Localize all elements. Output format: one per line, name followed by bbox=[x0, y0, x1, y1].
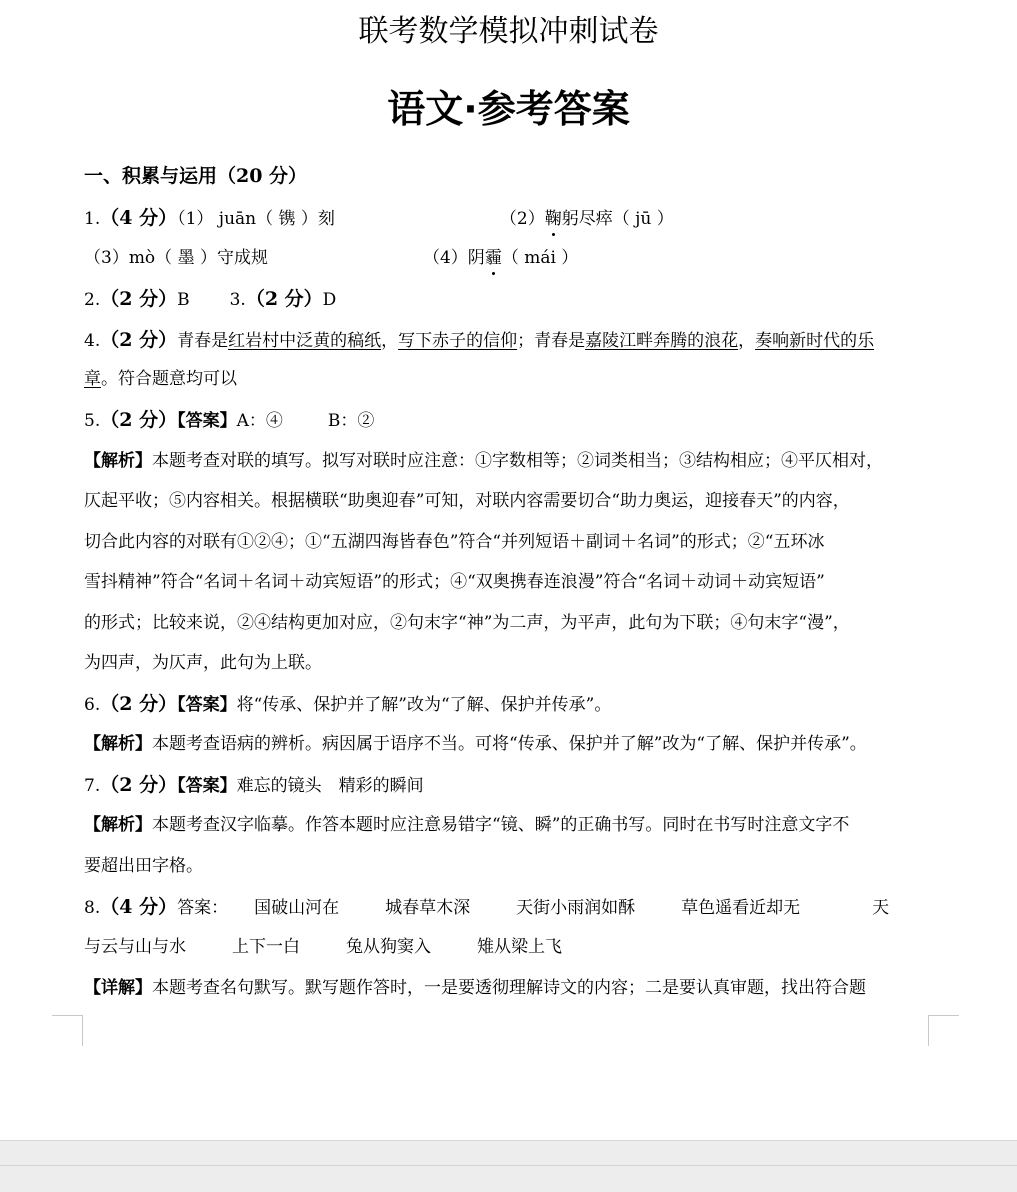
question-5-analysis-line bbox=[84, 449, 934, 473]
analysis-text: 本题考查汉字临摹。作答本题时应注意易错字“镜、瞬”的正确书写。同时在书写时注意文字不 bbox=[152, 815, 850, 835]
underlined-text: 写下赤子的信仰 bbox=[398, 331, 518, 351]
analysis-text: 本题考查对联的填写。拟写对联时应注意：①字数相等；②词类相当；③结构相应；④平仄相对， bbox=[152, 451, 883, 471]
question-1-row-1 bbox=[84, 206, 934, 231]
underlined-text: 红岩村中泛黄的稿纸 bbox=[228, 331, 382, 351]
question-7-answer bbox=[84, 773, 934, 798]
question-score: （2 分） bbox=[100, 774, 178, 796]
analysis-tag: 【解析】 bbox=[84, 451, 152, 471]
question-4-row-1 bbox=[84, 328, 934, 353]
underlined-text: 奏响新时代的乐 bbox=[755, 331, 875, 351]
question-5-answer bbox=[84, 408, 934, 433]
answer-tag: 【答案】 bbox=[177, 411, 237, 431]
detail-text: 本题考查名句默写。默写题作答时，一是要透彻理解诗文的内容；二是要认真审题，找出符合题 bbox=[152, 978, 866, 998]
answer-text: ， bbox=[738, 331, 756, 351]
answer-part: （3）mò（ 墨 ）守成规 bbox=[84, 248, 268, 268]
analysis-text: 本题考查语病的辨析。病因属于语序不当。可将“传承、保护并了解”改为“了解、保护并传承”。 bbox=[152, 734, 867, 754]
analysis-tag: 【解析】 bbox=[84, 815, 152, 835]
question-number: 6. bbox=[84, 695, 101, 715]
question-number: 2. bbox=[84, 290, 101, 310]
document-subtitle: 语文·参考答案 bbox=[387, 87, 630, 131]
answer-text: A：④ bbox=[236, 411, 283, 431]
analysis-tag: 【解析】 bbox=[84, 734, 152, 754]
poem-line: 雉从梁上飞 bbox=[477, 937, 562, 957]
question-5-analysis-line: 仄起平收；⑤内容相关。根据横联“助奥迎春”可知，对联内容需要切合“助力奥运，迎接春天”的内容， bbox=[84, 491, 850, 511]
poem-line: 与云与山与水 bbox=[84, 937, 186, 957]
question-5-analysis-line: 的形式；比较来说，②④结构更加对应，②句末字“神”为二声，为平声，此句为下联；④句末字“漫”， bbox=[84, 613, 850, 633]
question-score: （2 分） bbox=[100, 288, 178, 310]
poem-line: 上下一白 bbox=[232, 937, 300, 957]
page-gutter bbox=[0, 1140, 1017, 1192]
question-score: （4 分） bbox=[100, 896, 178, 918]
answer-text: ；青春是 bbox=[517, 331, 586, 351]
answer-part: （1） juān（ 镌 ）刻 bbox=[177, 209, 335, 229]
page-margin-marker bbox=[52, 1015, 83, 1046]
emphasis-char: 鞠 bbox=[544, 209, 562, 229]
question-number: 1. bbox=[84, 209, 101, 229]
question-score: （2 分） bbox=[100, 329, 178, 351]
question-1-row-2 bbox=[84, 246, 934, 270]
question-8-detail bbox=[84, 976, 934, 1000]
answer-text: 青春是 bbox=[177, 331, 229, 351]
question-number: 8. bbox=[84, 898, 101, 918]
answer-part: （2） bbox=[499, 209, 545, 229]
question-number: 4. bbox=[84, 331, 101, 351]
poem-line: 天 bbox=[872, 898, 890, 918]
question-number: 7. bbox=[84, 776, 101, 796]
question-score: （2 分） bbox=[245, 288, 323, 310]
question-score: （4 分） bbox=[100, 207, 178, 229]
question-6-analysis bbox=[84, 732, 934, 756]
question-number: 3. bbox=[229, 290, 246, 310]
question-8-answer-row-2 bbox=[84, 935, 934, 959]
answer-part: 躬尽瘁（ jū ） bbox=[561, 209, 674, 229]
emphasis-char: 霾 bbox=[484, 248, 502, 268]
answer-text: 难忘的镜头 bbox=[236, 776, 322, 796]
answer-part: （ mái ） bbox=[501, 248, 579, 268]
answer-tag: 【答案】 bbox=[177, 776, 237, 796]
answer-text: D bbox=[322, 290, 337, 310]
question-score: （2 分） bbox=[100, 693, 178, 715]
answer-text: 将“传承、保护并了解”改为“了解、保护并传承”。 bbox=[236, 695, 612, 715]
question-score: （2 分） bbox=[100, 409, 178, 431]
answer-text: B：② bbox=[327, 411, 375, 431]
answer-text: ， bbox=[381, 331, 399, 351]
question-2-3-row bbox=[84, 287, 934, 312]
detail-tag: 【详解】 bbox=[84, 978, 152, 998]
answer-text: B bbox=[177, 290, 190, 310]
underlined-text: 章 bbox=[84, 369, 101, 389]
question-7-analysis-line: 要超出田字格。 bbox=[84, 856, 203, 876]
question-4-row-2 bbox=[84, 367, 934, 391]
answer-label: 答案： bbox=[177, 898, 229, 918]
question-5-analysis-line: 雪抖精神”符合“名词＋名词＋动宾短语”的形式；④“双奥携春连浪漫”符合“名词＋动词＋动宾短语” bbox=[84, 572, 825, 592]
question-5-analysis-line: 为四声，为仄声，此句为上联。 bbox=[84, 653, 322, 673]
answer-text: 精彩的瞬间 bbox=[338, 776, 424, 796]
page-margin-marker bbox=[928, 1015, 959, 1046]
question-7-analysis-line bbox=[84, 813, 934, 837]
section-heading: 一、积累与运用（20 分） bbox=[84, 165, 308, 187]
poem-line: 城春草木深 bbox=[385, 898, 471, 918]
question-number: 5. bbox=[84, 411, 101, 431]
poem-line: 草色遥看近却无 bbox=[681, 898, 801, 918]
question-8-answer-row-1 bbox=[84, 895, 934, 920]
poem-line: 国破山河在 bbox=[254, 898, 340, 918]
answer-part: （4）阴 bbox=[422, 248, 485, 268]
document-title: 联考数学模拟冲刺试卷 bbox=[358, 14, 659, 49]
question-5-analysis-line: 切合此内容的对联有①②④；①“五湖四海皆春色”符合“并列短语＋副词＋名词”的形式；②“五环冰 bbox=[84, 532, 825, 552]
underlined-text: 嘉陵江畔奔腾的浪花 bbox=[585, 331, 739, 351]
answer-tag: 【答案】 bbox=[177, 695, 237, 715]
poem-line: 兔从狗窦入 bbox=[346, 937, 431, 957]
answer-text: 。符合题意均可以 bbox=[101, 369, 237, 389]
poem-line: 天街小雨润如酥 bbox=[516, 898, 636, 918]
question-6-answer bbox=[84, 692, 934, 717]
